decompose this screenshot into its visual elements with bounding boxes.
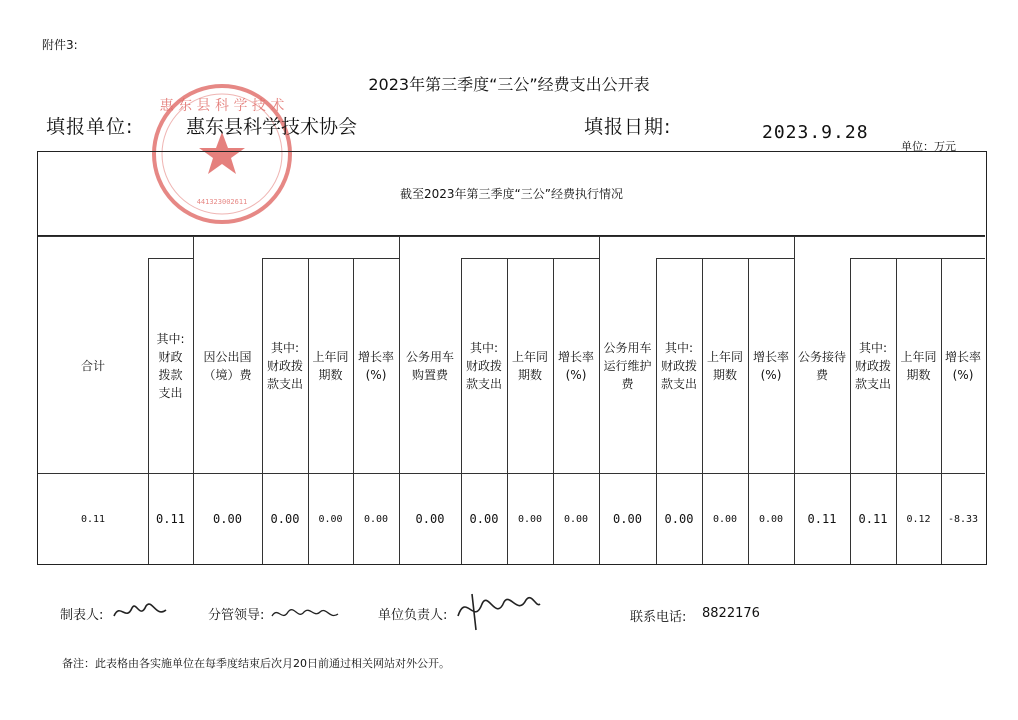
cell-total-fiscal: 0.11: [156, 512, 185, 526]
header-reception: 公务接待 费: [797, 349, 846, 382]
leader-label: 分管领导:: [208, 608, 265, 623]
phone-label: 联系电话:: [630, 610, 687, 625]
cell-vp-last: 0.00: [517, 513, 543, 525]
header-rc-fiscal: 其中: 财政拨 款支出: [854, 340, 891, 391]
group-line: [794, 236, 985, 237]
header-rc-growth: 增长率 (%): [944, 349, 981, 382]
fill-date-label: 填报日期:: [584, 116, 672, 138]
header-vr-growth: 增长率 (%): [752, 349, 789, 382]
header-abroad: 因公出国 （境）费: [203, 349, 252, 382]
cell-vr: 0.00: [613, 512, 642, 526]
group-line: [599, 236, 794, 237]
cell-abroad-last: 0.00: [318, 513, 343, 525]
header-total: 合计: [80, 358, 105, 373]
attachment-label: 附件3:: [42, 38, 78, 52]
fill-unit-label: 填报单位:: [46, 116, 134, 138]
table-caption: 截至2023年第三季度“三公”经费执行情况: [38, 152, 985, 236]
head-signature-icon: [452, 586, 542, 632]
header-vp-fiscal: 其中: 财政拨 款支出: [465, 340, 502, 391]
svg-text:惠 东 县 科 学 技 术: 惠 东 县 科 学 技 术: [159, 98, 285, 114]
cell-rc-growth: -8.33: [947, 513, 979, 525]
cell-total: 0.11: [80, 513, 106, 525]
group-line: [38, 236, 193, 237]
header-abroad-fiscal: 其中: 财政拨 款支出: [266, 340, 303, 391]
cell-vr-growth: 0.00: [758, 513, 784, 525]
page-title: 2023年第三季度“三公”经费支出公开表: [368, 75, 650, 94]
footnote: 备注：此表格由各实施单位在每季度结束后次月20日前通过相关网站对外公开。: [62, 657, 450, 670]
cell-abroad-fiscal: 0.00: [270, 512, 300, 526]
header-abroad-growth: 增长率 (%): [357, 349, 394, 382]
fill-date-value: 2023.9.28: [762, 122, 869, 143]
preparer-label: 制表人:: [60, 608, 104, 623]
header-vehicle-purchase: 公务用车 购置费: [405, 349, 454, 382]
cell-rc-last: 0.12: [906, 513, 931, 525]
header-total-fiscal: 其中: 财政 拨款 支出: [156, 331, 185, 400]
header-rc-last: 上年同 期数: [900, 349, 937, 382]
unit-note: 单位：万元: [901, 140, 956, 153]
group-line: [193, 236, 399, 237]
header-vr-last: 上年同 期数: [706, 349, 743, 382]
head-label: 单位负责人:: [378, 608, 448, 623]
cell-abroad-growth: 0.00: [363, 513, 389, 525]
cell-vr-last: 0.00: [712, 513, 738, 525]
group-line: [399, 236, 599, 237]
cell-vp-growth: 0.00: [563, 513, 589, 525]
expense-table: [37, 151, 987, 565]
cell-vp: 0.00: [415, 512, 445, 526]
svg-text:441323002611: 441323002611: [196, 198, 248, 206]
cell-abroad: 0.00: [213, 512, 242, 526]
phone-value: 8822176: [702, 606, 760, 621]
preparer-signature-icon: [110, 596, 170, 626]
header-vehicle-run: 公务用车 运行维护 费: [603, 340, 652, 391]
cell-vp-fiscal: 0.00: [469, 512, 499, 526]
cell-vr-fiscal: 0.00: [664, 512, 694, 526]
header-vp-last: 上年同 期数: [511, 349, 548, 382]
leader-signature-icon: [270, 598, 340, 628]
header-vr-fiscal: 其中: 财政拨 款支出: [660, 340, 697, 391]
cell-rc-fiscal: 0.11: [858, 512, 888, 526]
header-abroad-last: 上年同 期数: [312, 349, 349, 382]
header-vp-growth: 增长率 (%): [557, 349, 594, 382]
fill-unit-value: 惠东县科学技术协会: [186, 116, 358, 138]
cell-rc: 0.11: [807, 512, 837, 526]
